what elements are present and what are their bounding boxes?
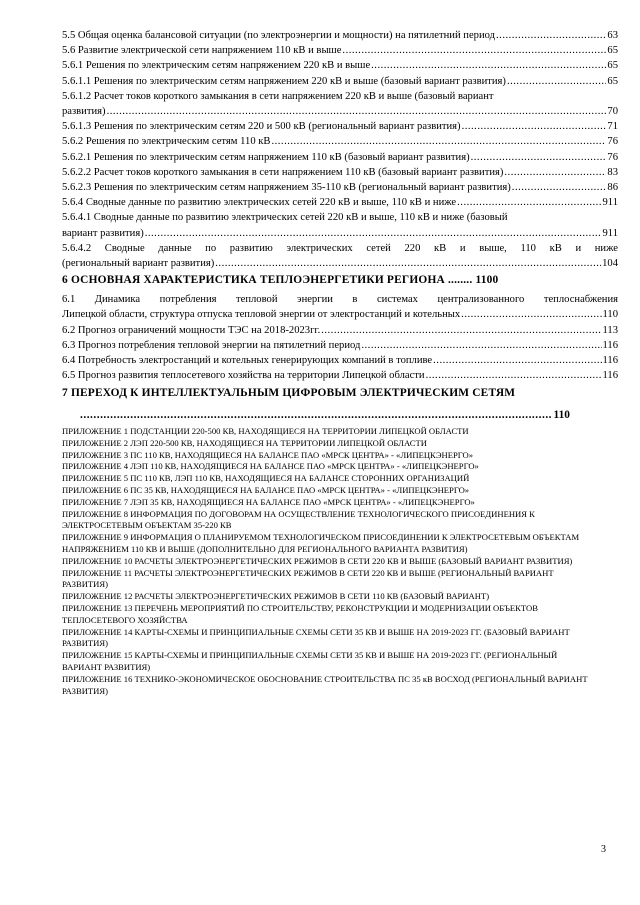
appendix-item[interactable]: ПРИЛОЖЕНИЕ 13 ПЕРЕЧЕНЬ МЕРОПРИЯТИЙ ПО СТРОИТЕЛЬСТВУ, РЕКОНСТРУКЦИИ И МОДЕРНИЗАЦИИ ОБЪЕКТОВ ТЕПЛОСЕТЕВОГО ХОЗЯЙСТВА <box>62 602 538 625</box>
toc-entry-page: 911 <box>602 197 618 209</box>
toc-entry-title: 5.6.1.1 Решения по электрическим сетям напряжением 220 кВ и выше (базовый вариант развития) <box>62 75 506 87</box>
toc-leader <box>426 368 602 383</box>
toc-leader <box>145 226 602 241</box>
toc-entry-title: 5.6.1 Решения по электрическим сетям напряжением 220 кВ и выше <box>62 60 371 72</box>
toc-leader <box>457 195 601 210</box>
toc-entry-title-cont: (региональный вариант развития) <box>62 258 215 270</box>
appendix-item[interactable]: ПРИЛОЖЕНИЕ 12 РАСЧЕТЫ ЭЛЕКТРОЭНЕРГЕТИЧЕСКИХ РЕЖИМОВ В СЕТИ 110 КВ (БАЗОВЫЙ ВАРИАНТ) <box>62 591 490 602</box>
toc-entry-title-cont: вариант развития) <box>62 227 144 239</box>
toc-entry-page: 65 <box>607 75 618 87</box>
toc-entry[interactable] <box>62 165 618 180</box>
toc-entry[interactable] <box>62 353 618 368</box>
toc-entry-title: 5.6.4.1 Сводные данные по развитию электрических сетей 220 кВ и выше, 110 кВ и ниже (базовый <box>62 212 508 224</box>
toc-entry-title: 5.6.4 Сводные данные по развитию электрических сетей 220 кВ и выше, 110 кВ и ниже <box>62 197 457 209</box>
toc-entry-title: 6.1 Динамика потребления тепловой энергии в системах централизованного теплоснабжения <box>62 294 618 306</box>
toc-leader <box>321 323 601 338</box>
toc-leader <box>462 119 607 134</box>
toc-leader <box>461 307 601 322</box>
appendix-list <box>62 426 592 697</box>
appendix-item[interactable]: ПРИЛОЖЕНИЕ 6 ПС 35 КВ, НАХОДЯЩИЕСЯ НА БАЛАНСЕ ПАО «МРСК ЦЕНТРА» - «ЛИПЕЦКЭНЕРГО» <box>62 484 470 495</box>
toc-entry-title: 5.5 Общая оценка балансовой ситуации (по электроэнергии и мощности) на пятилетний период <box>62 30 496 41</box>
toc-entry-page: 104 <box>602 258 618 270</box>
toc-entry[interactable] <box>62 119 618 134</box>
toc-entry-page: 70 <box>607 106 618 118</box>
toc-entry-title: 5.6.2.1 Решения по электрическим сетям напряжением 110 кВ (базовый вариант развития) <box>62 151 470 163</box>
table-of-contents <box>62 28 618 423</box>
toc-entry-page: 116 <box>602 355 618 367</box>
toc-entry-page: 71 <box>607 121 618 133</box>
toc-entry[interactable] <box>62 241 618 271</box>
toc-leader <box>433 353 601 368</box>
toc-entry-title: 5.6.2.3 Решения по электрическим сетям напряжением 35-110 кВ (региональный вариант развития) <box>62 182 511 194</box>
toc-entry-title: 5.6.1.2 Расчет токов короткого замыкания в сети напряжением 220 кВ и выше (базовый вариант <box>62 90 494 102</box>
toc-leader <box>507 74 606 89</box>
toc-entry[interactable] <box>62 180 618 195</box>
toc-leader: ........ <box>448 274 473 287</box>
toc-heading-section-7[interactable] <box>62 385 618 401</box>
toc-heading-page: 1100 <box>475 274 499 287</box>
toc-entry-title-cont: развития) <box>62 106 106 118</box>
appendix-item[interactable]: ПРИЛОЖЕНИЕ 4 ЛЭП 110 КВ, НАХОДЯЩИЕСЯ НА БАЛАНСЕ ПАО «МРСК ЦЕНТРА» - «ЛИПЕЦКЭНЕРГО» <box>62 461 479 472</box>
toc-entry[interactable] <box>62 89 618 119</box>
toc-leader <box>496 28 606 43</box>
toc-entry-title: 6.5 Прогноз развития теплосетевого хозяйства на территории Липецкой области <box>62 370 425 382</box>
toc-entry-title: 6.2 Прогноз ограничений мощности ТЭС на 2018-2023гг. <box>62 324 321 336</box>
toc-entry-title: 6.3 Прогноз потребления тепловой энергии на пятилетний период <box>62 339 361 351</box>
appendix-item[interactable]: ПРИЛОЖЕНИЕ 2 ЛЭП 220-500 КВ, НАХОДЯЩИЕСЯ НА ТЕРРИТОРИИ ЛИПЕЦКОЙ ОБЛАСТИ <box>62 437 427 448</box>
toc-entry-page: 83 <box>607 166 618 178</box>
toc-entry[interactable] <box>62 58 618 73</box>
appendix-item[interactable]: ПРИЛОЖЕНИЕ 14 КАРТЫ-СХЕМЫ И ПРИНЦИПИАЛЬНЫЕ СХЕМЫ СЕТИ 35 КВ И ВЫШЕ НА 2019-2023 ГГ. (БАЗОВЫЙ ВАРИАНТ РАЗВИТИЯ) <box>62 626 570 649</box>
toc-leader <box>504 165 606 180</box>
appendix-item[interactable]: ПРИЛОЖЕНИЕ 11 РАСЧЕТЫ ЭЛЕКТРОЭНЕРГЕТИЧЕСКИХ РЕЖИМОВ В СЕТИ 220 КВ И ВЫШЕ (РЕГИОНАЛЬНЫЙ ВАРИАНТ РАЗВИТИЯ) <box>62 567 554 590</box>
appendix-item[interactable]: ПРИЛОЖЕНИЕ 16 ТЕХНИКО-ЭКОНОМИЧЕСКОЕ ОБОСНОВАНИЕ СТРОИТЕЛЬСТВА ПС 35 кВ ВОСХОД (РЕГИОНАЛЬНЫЙ ВАРИАНТ РАЗВИТИЯ) <box>62 673 588 696</box>
toc-entry-title: 5.6.1.3 Решения по электрическим сетям 220 и 500 кВ (региональный вариант развития) <box>62 121 461 133</box>
toc-entry-title: 5.6.2.2 Расчет токов короткого замыкания в сети напряжением 110 кВ (базовый вариант развития) <box>62 166 504 178</box>
toc-entry[interactable] <box>62 292 618 322</box>
toc-entry[interactable] <box>62 74 618 89</box>
appendix-item[interactable]: ПРИЛОЖЕНИЕ 15 КАРТЫ-СХЕМЫ И ПРИНЦИПИАЛЬНЫЕ СХЕМЫ СЕТИ 35 КВ И ВЫШЕ НА 2019-2023 ГГ. (РЕГИОНАЛЬНЫЙ ВАРИАНТ РАЗВИТИЯ) <box>62 650 558 672</box>
appendix-item[interactable]: ПРИЛОЖЕНИЕ 9 ИНФОРМАЦИЯ О ПЛАНИРУЕМОМ ТЕХНОЛОГИЧЕСКОМ ПРИСОЕДИНЕНИИ К ЭЛЕКТРОСЕТЕВЫМ ОБЪЕКТАМ НАПРЯЖЕНИЕМ 110 КВ И ВЫШЕ (ДОПОЛНИТЕЛЬНО ДЛЯ РЕГИОНАЛЬНОГО ВАРИАНТА РАЗВИТИЯ) <box>62 532 580 554</box>
toc-entry-page: 116 <box>602 370 618 382</box>
toc-entry[interactable] <box>62 43 618 58</box>
toc-entry[interactable] <box>62 323 618 338</box>
toc-heading-title: 6 ОСНОВНАЯ ХАРАКТЕРИСТИКА ТЕПЛОЭНЕРГЕТИКИ РЕГИОНА <box>62 274 445 287</box>
toc-entry[interactable] <box>62 338 618 353</box>
toc-leader <box>215 256 601 271</box>
appendix-item[interactable]: ПРИЛОЖЕНИЕ 8 ИНФОРМАЦИЯ ПО ДОГОВОРАМ НА ОСУЩЕСТВЛЕНИЕ ТЕХНОЛОГИЧЕСКОГО ПРИСОЕДИНЕНИЯ К ЭЛЕКТРОСЕТЕВЫМ ОБЪЕКТАМ 35-220 КВ <box>62 508 535 531</box>
toc-entry-title: 5.6.2 Решения по электрическим сетям 110 кВ <box>62 136 271 148</box>
toc-entry[interactable] <box>62 28 618 43</box>
toc-entry-page: 63 <box>607 30 618 41</box>
toc-heading-page: 110 <box>553 409 570 422</box>
toc-entry[interactable] <box>62 134 618 149</box>
toc-leader <box>271 134 606 149</box>
toc-entry-title-cont: Липецкой области, структура отпуска тепловой энергии от электростанций и котельных <box>62 309 461 321</box>
toc-entry-page: 76 <box>607 151 618 163</box>
toc-leader <box>361 338 601 353</box>
toc-leader <box>342 43 606 58</box>
toc-heading-section-6[interactable] <box>62 272 618 288</box>
toc-entry[interactable] <box>62 368 618 383</box>
toc-entry-page: 110 <box>602 309 618 321</box>
page-number: 3 <box>601 844 606 855</box>
toc-entry-page: 65 <box>607 60 618 72</box>
toc-entry-page: 86 <box>607 182 618 194</box>
toc-leader <box>371 58 606 73</box>
toc-entry-page: 113 <box>602 324 618 336</box>
appendix-item[interactable]: ПРИЛОЖЕНИЕ 1 ПОДСТАНЦИИ 220-500 КВ, НАХОДЯЩИЕСЯ НА ТЕРРИТОРИИ ЛИПЕЦКОЙ ОБЛАСТИ <box>62 426 469 436</box>
toc-entry-title: 5.6 Развитие электрической сети напряжением 110 кВ и выше <box>62 45 342 57</box>
toc-heading-title: 7 ПЕРЕХОД К ИНТЕЛЛЕКТУАЛЬНЫМ ЦИФРОВЫМ ЭЛЕКТРИЧЕСКИМ СЕТЯМ <box>62 387 516 400</box>
toc-leader <box>471 150 607 165</box>
toc-entry-page: 911 <box>602 227 618 239</box>
appendix-item[interactable]: ПРИЛОЖЕНИЕ 3 ПС 110 КВ, НАХОДЯЩИЕСЯ НА БАЛАНСЕ ПАО «МРСК ЦЕНТРА» - «ЛИПЕЦКЭНЕРГО» <box>62 449 474 460</box>
toc-entry[interactable] <box>62 195 618 210</box>
appendix-item[interactable]: ПРИЛОЖЕНИЕ 7 ЛЭП 35 КВ, НАХОДЯЩИЕСЯ НА БАЛАНСЕ ПАО «МРСК ЦЕНТРА» - «ЛИПЕЦКЭНЕРГО» <box>62 496 475 507</box>
toc-entry-page: 76 <box>607 136 618 148</box>
appendix-item[interactable]: ПРИЛОЖЕНИЕ 10 РАСЧЕТЫ ЭЛЕКТРОЭНЕРГЕТИЧЕСКИХ РЕЖИМОВ В СЕТИ 220 КВ И ВЫШЕ (БАЗОВЫЙ ВАРИАНТ РАЗВИТИЯ) <box>62 555 573 566</box>
toc-leader <box>512 180 607 195</box>
toc-heading-section-7-leader[interactable] <box>80 407 570 423</box>
toc-entry-title: 6.4 Потребность электростанций и котельных генерирующих компаний в топливе <box>62 355 433 367</box>
toc-leader <box>80 407 551 423</box>
toc-leader <box>107 104 607 119</box>
appendix-item[interactable]: ПРИЛОЖЕНИЕ 5 ПС 110 КВ, ЛЭП 110 КВ, НАХОДЯЩИЕСЯ НА БАЛАНСЕ СТОРОННИХ ОРГАНИЗАЦИЙ <box>62 473 470 484</box>
toc-entry-page: 65 <box>607 45 618 57</box>
toc-entry-title: 5.6.4.2 Сводные данные по развитию электрических сетей 220 кВ и выше, 110 кВ и ниже <box>62 242 618 254</box>
toc-entry[interactable] <box>62 210 618 240</box>
toc-entry-page: 116 <box>602 339 618 351</box>
toc-entry[interactable] <box>62 150 618 165</box>
